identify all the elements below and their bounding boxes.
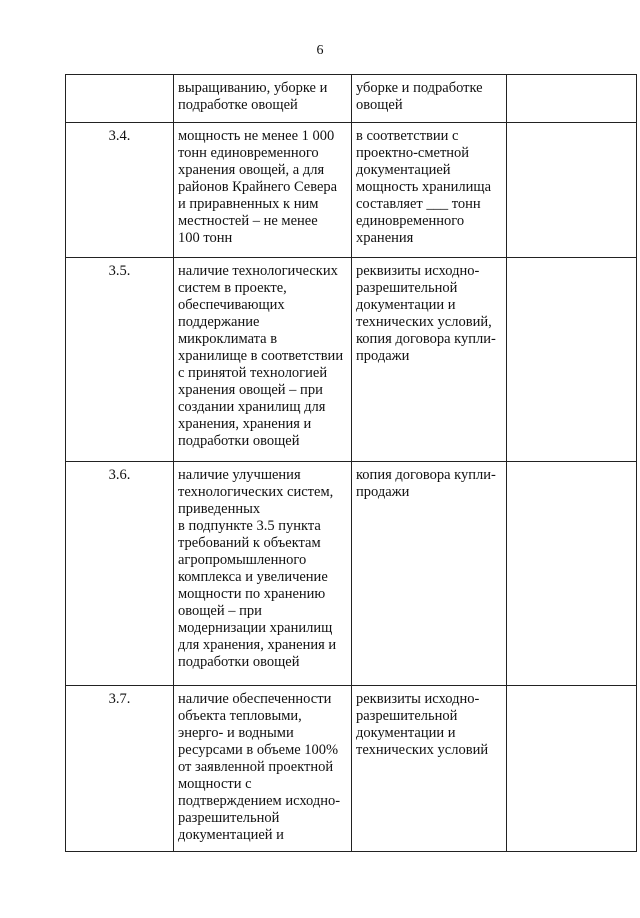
- requirement-line: от заявленной проектной: [178, 759, 334, 775]
- requirement-line: мощности с: [178, 776, 252, 792]
- item-number: 3.6.: [66, 462, 174, 686]
- requirement-cell: [174, 123, 352, 258]
- note-cell: [507, 258, 637, 462]
- table-row: [66, 686, 637, 852]
- requirement-line: подработки овощей: [178, 433, 300, 449]
- requirement-line: создании хранилищ для: [178, 399, 326, 415]
- requirement-line: выращиванию, уборке и: [178, 80, 328, 96]
- requirement-line: 100 тонн: [178, 230, 233, 246]
- item-number: 3.7.: [66, 686, 174, 852]
- document-line: разрешительной: [356, 280, 458, 296]
- requirement-line: наличие обеспеченности: [178, 691, 332, 707]
- requirement-line: и приравненных к ним: [178, 196, 319, 212]
- document-cell: [352, 686, 507, 852]
- page-number: 6: [316, 43, 324, 58]
- requirement-line: в подпункте 3.5 пункта: [178, 518, 321, 534]
- requirement-line: энерго- и водными: [178, 725, 294, 741]
- table-row: [66, 123, 637, 258]
- document-line: в соответствии с: [356, 128, 459, 144]
- item-number: [66, 75, 174, 123]
- table-row: [66, 462, 637, 686]
- document-line: технических условий,: [356, 314, 492, 330]
- requirement-line: приведенных: [178, 501, 261, 517]
- requirement-line: мощности по хранению: [178, 586, 326, 602]
- item-number: 3.4.: [66, 123, 174, 258]
- requirement-line: хранилище в соответствии: [178, 348, 344, 364]
- document-line: разрешительной: [356, 708, 458, 724]
- requirement-line: документацией и: [178, 827, 284, 843]
- requirement-cell: [174, 686, 352, 852]
- document-cell: [352, 123, 507, 258]
- document-line: документации и: [356, 297, 456, 313]
- requirement-cell: [174, 75, 352, 123]
- requirement-line: овощей – при: [178, 603, 262, 619]
- requirement-line: районов Крайнего Севера: [178, 179, 338, 195]
- note-cell: [507, 686, 637, 852]
- requirements-table: [65, 74, 637, 852]
- requirement-line: мощность не менее 1 000: [178, 128, 335, 144]
- document-line: технических условий: [356, 742, 489, 758]
- requirement-line: местностей – не менее: [178, 213, 318, 229]
- requirement-line: поддержание: [178, 314, 260, 330]
- requirement-line: требований к объектам: [178, 535, 321, 551]
- document-line: уборке и подработке: [356, 80, 483, 96]
- note-cell: [507, 462, 637, 686]
- document-line: документации и: [356, 725, 456, 741]
- requirement-line: тонн единовременного: [178, 145, 319, 161]
- requirement-cell: [174, 462, 352, 686]
- document-line: копия договора купли-: [356, 467, 496, 483]
- requirement-line: разрешительной: [178, 810, 280, 826]
- table-row: [66, 75, 637, 123]
- requirement-line: для хранения, хранения и: [178, 637, 337, 653]
- requirement-line: хранения овощей, а для: [178, 162, 325, 178]
- document-cell: [352, 462, 507, 686]
- requirement-line: наличие технологических: [178, 263, 338, 279]
- document-line: реквизиты исходно-: [356, 263, 480, 279]
- requirement-line: подтверждением исходно-: [178, 793, 341, 809]
- requirement-line: технологических систем,: [178, 484, 334, 500]
- document-line: продажи: [356, 484, 410, 500]
- requirement-line: с принятой технологией: [178, 365, 328, 381]
- document-line: проектно-сметной: [356, 145, 470, 161]
- requirement-line: хранения, хранения и: [178, 416, 312, 432]
- requirement-line: подработке овощей: [178, 97, 298, 113]
- requirement-line: систем в проекте,: [178, 280, 287, 296]
- requirement-line: хранения овощей – при: [178, 382, 323, 398]
- requirement-line: ресурсами в объеме 100%: [178, 742, 339, 758]
- requirement-line: модернизации хранилищ: [178, 620, 333, 636]
- document-cell: [352, 75, 507, 123]
- table-row: [66, 258, 637, 462]
- requirement-line: комплекса и увеличение: [178, 569, 328, 585]
- note-cell: [507, 75, 637, 123]
- document-line: документацией: [356, 162, 451, 178]
- document-line: мощность хранилища: [356, 179, 492, 195]
- requirement-line: объекта тепловыми,: [178, 708, 302, 724]
- document-cell: [352, 258, 507, 462]
- item-number: 3.5.: [66, 258, 174, 462]
- document-line: единовременного: [356, 213, 465, 229]
- document-line: продажи: [356, 348, 410, 364]
- document-line: овощей: [356, 97, 403, 113]
- document-line: копия договора купли-: [356, 331, 496, 347]
- requirement-cell: [174, 258, 352, 462]
- document-line: хранения: [356, 230, 414, 246]
- requirement-line: наличие улучшения: [178, 467, 301, 483]
- document-line: составляет ___ тонн: [356, 196, 481, 212]
- requirement-line: обеспечивающих: [178, 297, 285, 313]
- requirement-line: подработки овощей: [178, 654, 300, 670]
- note-cell: [507, 123, 637, 258]
- requirement-line: микроклимата в: [178, 331, 278, 347]
- requirement-line: агропромышленного: [178, 552, 307, 568]
- document-line: реквизиты исходно-: [356, 691, 480, 707]
